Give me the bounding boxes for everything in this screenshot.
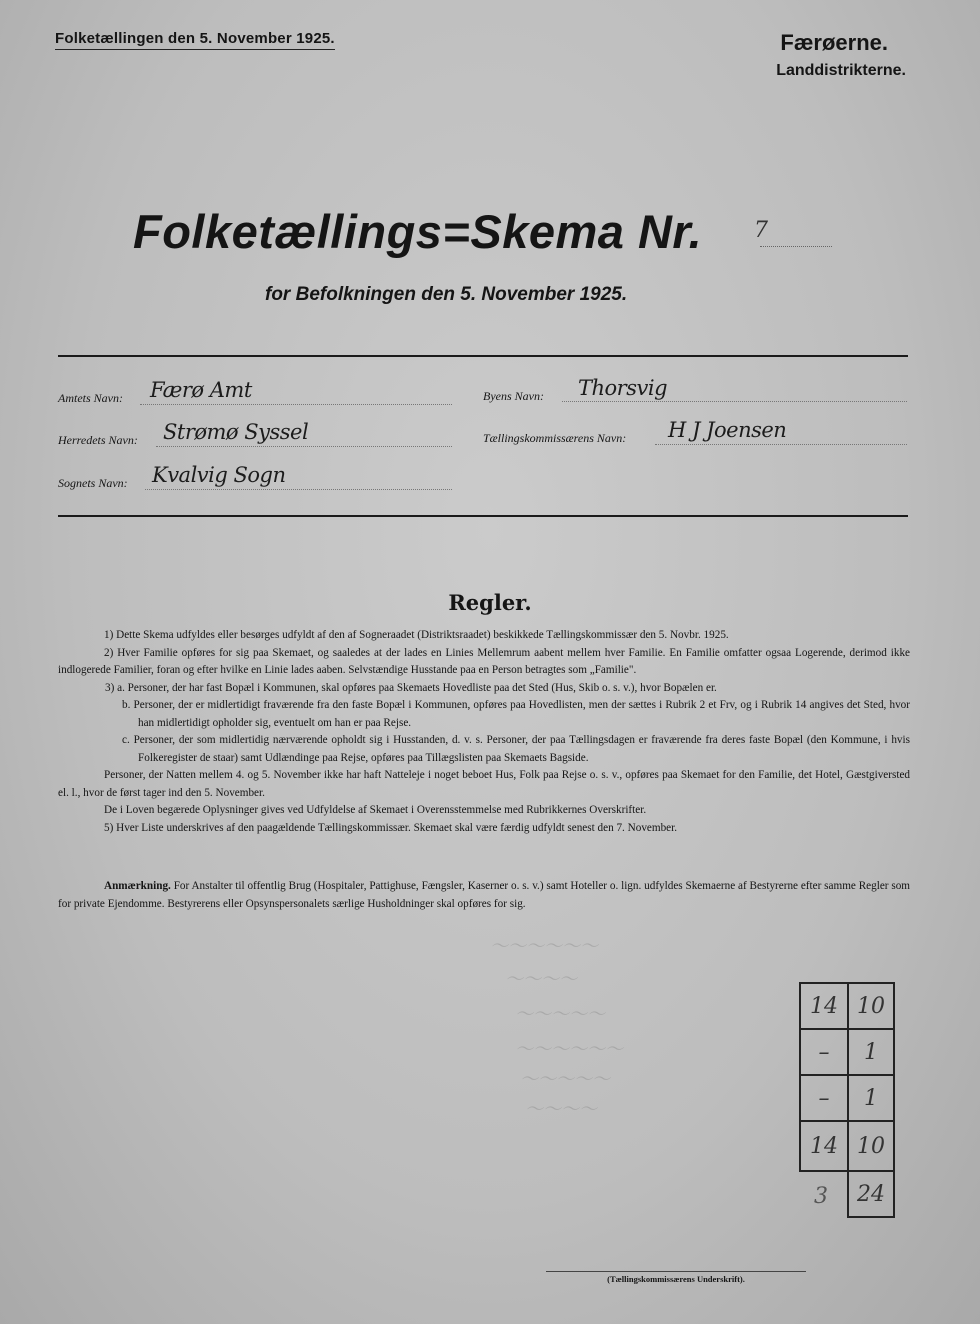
rule-3a: 3) a. Personer, der har fast Bopæl i Kommunen, skal opføres paa Skemaets Hovedliste paa det Sted (Hus, Skib o. s. v.), hvor Bopælen er.: [105, 681, 717, 694]
top-divider: [58, 355, 908, 357]
tally-cell: –: [799, 1028, 849, 1076]
rule-1: 1) Dette Skema udfyldes eller besørges udfyldt af den af Sogneraadet (Distriktsraadet) beskikkede Tællingskommissær den 5. Novbr. 1925.: [104, 629, 729, 641]
herred-label: Herredets Navn:: [58, 433, 138, 447]
rule-3c: c. Personer, der som midlertidig nærværende opholdt sig i Husstanden, d. v. s. Personer, der paa Tællingsdagen er fraværende fra deres faste Bopæl (den Kommune, i hvis Folkeregister de staar) samt Udlændinge paa Rejse, opføres paa Tillægslisten paa Skemaets Bagside.: [122, 734, 910, 764]
region-header: Færøerne.: [780, 30, 888, 55]
tally-cell: –: [799, 1074, 849, 1122]
bleed-through-mark: ～～～～～: [520, 1069, 610, 1090]
tally-cell: 1: [847, 1028, 895, 1076]
tally-total-left: 3: [814, 1184, 828, 1209]
signature-line: [546, 1271, 806, 1272]
rule-3b: b. Personer, der er midlertidigt fraværende fra den faste Bopæl i Kommunen, opføres paa Hovedlisten, men der sættes i Rubrik 2 et Frv, og i Rubrik 14 angives det Sted, hvor han midlertidigt opholder sig, eventuelt om han er paa Rejse.: [122, 699, 910, 729]
census-date-header: Folketællingen den 5. November 1925.: [55, 30, 335, 50]
form-subtitle: for Befolkningen den 5. November 1925.: [265, 284, 628, 305]
bleed-through-mark: ～～～～: [525, 1099, 597, 1120]
rules-text: [58, 627, 910, 837]
bleed-through-mark: ～～～～～～: [515, 1039, 623, 1060]
herred-value: Strømø Syssel: [163, 420, 309, 444]
rule-6: 5) Hver Liste underskrives af den paagældende Tællingskommissær. Skemaet skal være færdig udfyldt senest den 7. November.: [104, 821, 678, 834]
remark-text: For Anstalter til offentlig Brug (Hospitaler, Pattighuse, Fængsler, Kaserner o. s. v.) samt Hoteller o. lign. udfyldes Skemaerne af Bestyrerne efter samme Regler som for private Ejendomme. Bestyrerens eller Opsynspersonalets særlige Husholdninger skal opføres for sig.: [58, 880, 911, 910]
herred-fill-line: [156, 446, 452, 447]
form-number: 7: [754, 218, 768, 243]
rule-2: 2) Hver Familie opføres for sig paa Skemaet, og saaledes at der lades en Linies Mellemrum aabent mellem hver Familie. En Familie omfatter ogsaa Logerende, derimod ikke indlogerede Familier, foran og efter hvilke en Linie lades aaben. Selvstændige Husstande paa en Person betragtes som „Familie".: [58, 646, 910, 676]
kommissaer-value: H J Joensen: [668, 418, 787, 442]
remark-label: Anmærkning.: [104, 880, 171, 892]
sogn-label: Sognets Navn:: [58, 476, 128, 490]
bleed-through-mark: ～～～～～～: [490, 936, 598, 957]
amt-label: Amtets Navn:: [58, 391, 123, 405]
kommissaer-fill-line: [655, 444, 907, 445]
amt-fill-line: [140, 404, 452, 405]
rule-5: De i Loven begærede Oplysninger gives ved Udfyldelse af Skemaet i Overensstemmelse med Rubrikkernes Overskrifter.: [104, 804, 647, 816]
remark-paragraph: [58, 878, 910, 913]
tally-cell: 14: [799, 1120, 849, 1172]
tally-cell: 14: [799, 982, 849, 1030]
by-value: Thorsvig: [578, 376, 668, 400]
by-fill-line: [562, 401, 907, 402]
signature-label: (Tællingskommissærens Underskrift).: [607, 1274, 745, 1284]
district-type-header: Landdistrikterne.: [776, 62, 906, 79]
bleed-through-mark: ～～～～: [505, 969, 577, 990]
sogn-fill-line: [145, 489, 452, 490]
kommissaer-label: Tællingskommissærens Navn:: [483, 431, 627, 445]
rule-4: Personer, der Natten mellem 4. og 5. November ikke har haft Natteleje i noget beboet Hus, Folk paa Rejse o. s. v., opføres paa Skemaet for den Familie, det Hotel, Gæstgiversted el. l., hvor de først tager ind den 5. November.: [58, 769, 910, 799]
tally-cell: 10: [847, 1120, 895, 1172]
by-label: Byens Navn:: [483, 389, 544, 403]
bottom-divider: [58, 515, 908, 517]
tally-total-cell: 24: [847, 1170, 895, 1218]
tally-cell: 1: [847, 1074, 895, 1122]
amt-value: Færø Amt: [150, 378, 252, 402]
form-title: Folketællings=Skema Nr.: [133, 205, 703, 258]
sogn-value: Kvalvig Sogn: [152, 463, 286, 487]
rules-heading: Regler.: [448, 590, 532, 615]
tally-cell: 10: [847, 982, 895, 1030]
form-number-line: [760, 246, 832, 247]
bleed-through-mark: ～～～～～: [515, 1004, 605, 1025]
